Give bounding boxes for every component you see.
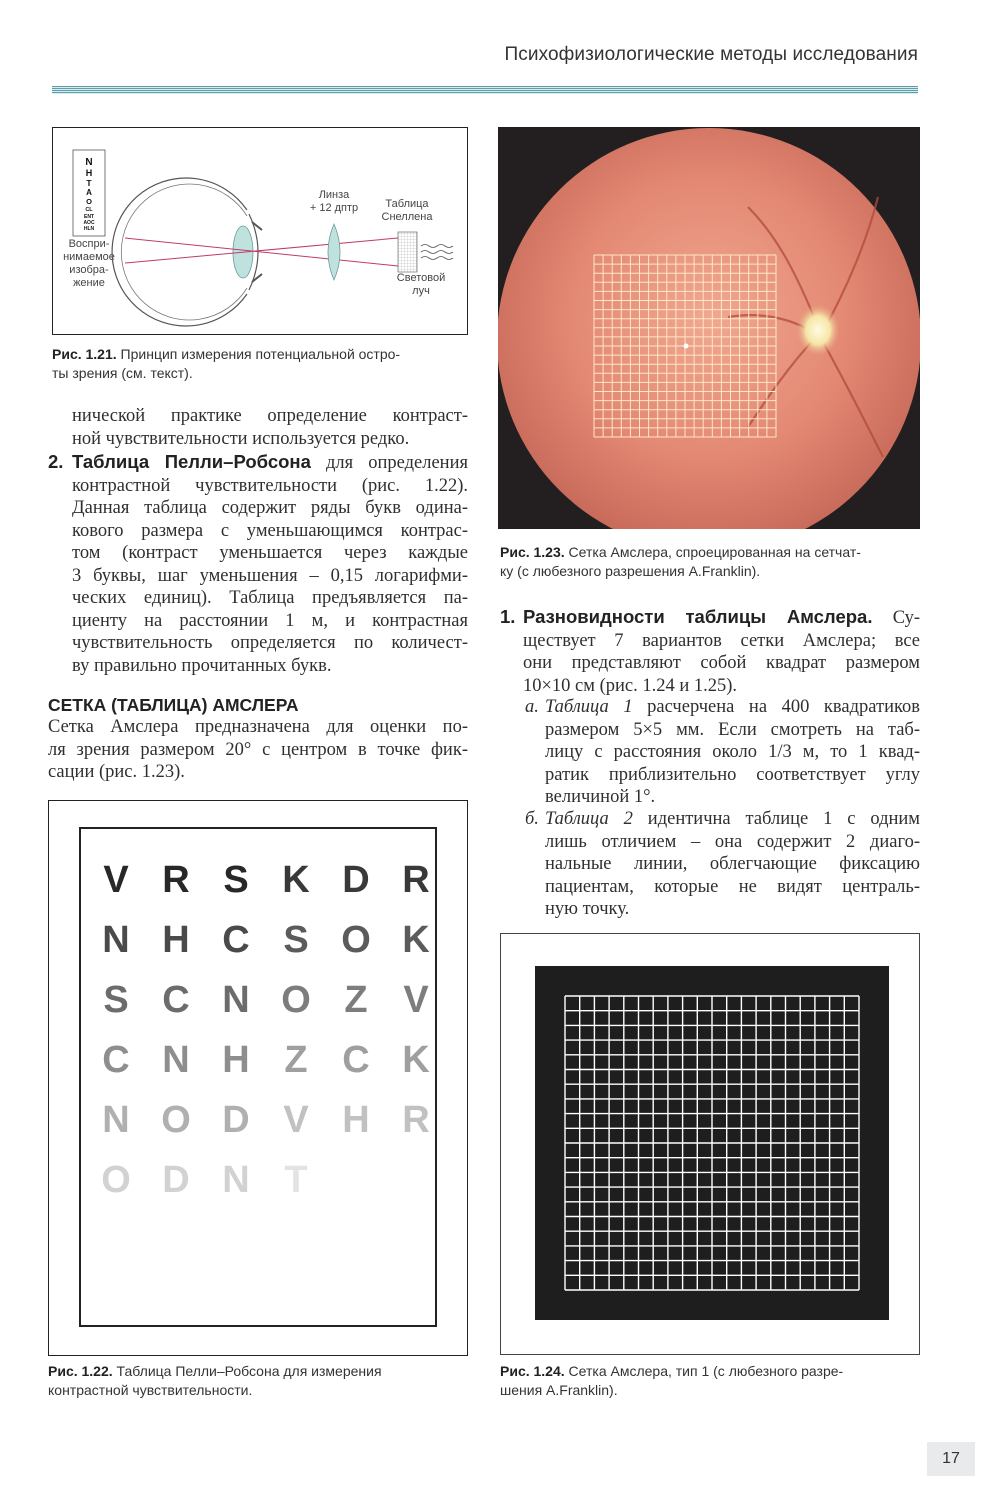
chart-letter: V: [283, 1099, 309, 1141]
text-line: чувствительность определяется по количест-: [72, 633, 468, 653]
caption-number: Рис. 1.21.: [52, 346, 117, 362]
chart-letter: C: [102, 1039, 130, 1081]
caption-number: Рис. 1.23.: [500, 544, 565, 560]
text-line: ческих единиц). Таблица предъявляется па-: [72, 588, 468, 608]
sub-item-label: а.: [525, 697, 539, 717]
text-line: том (контраст уменьшается через каждые: [72, 543, 468, 563]
chart-letter: H: [162, 919, 190, 961]
caption-text: шения A.Franklin).: [500, 1382, 618, 1398]
text-line: сации (рис. 1.23).: [48, 762, 185, 782]
figure-1-22-caption: [48, 1362, 468, 1400]
text-line: ществует 7 вариантов сетки Амслера; все: [523, 630, 920, 651]
text-line: лишь отличием – она содержит 2 диаго-: [545, 831, 920, 852]
perceived-label: Воспри-: [68, 238, 110, 250]
perceived-label: нимаемое: [63, 251, 115, 263]
figure-1-21-caption: [52, 345, 468, 383]
lens-label: Линза: [318, 189, 350, 201]
figure-1-23: [498, 127, 920, 529]
text-line: лицу с расстояния около 1/3 м, то 1 квад-: [545, 742, 920, 762]
chart-letter: D: [162, 1159, 190, 1201]
chart-letter: C: [342, 1039, 370, 1081]
amsler-grid-card: [535, 966, 889, 1320]
perceived-label: жение: [73, 277, 105, 289]
text-span: расчерчена на 400 квадратиков: [632, 697, 921, 717]
chart-letter: C: [222, 919, 250, 961]
chart-letter: O: [101, 1159, 131, 1201]
text-line: нальные линии, облегчающие фиксацию: [545, 854, 920, 874]
chart-letter: C: [162, 979, 190, 1021]
chart-letter: D: [222, 1099, 250, 1141]
text-line: контрастной чувствительности (рис. 1.22).: [72, 475, 468, 496]
chart-letter: V: [403, 979, 429, 1021]
caption-number: Рис. 1.22.: [48, 1363, 113, 1379]
caption-text: Таблица Пелли–Робсона для измерения: [116, 1363, 382, 1379]
term-bold: Разновидности таблицы Амслера.: [523, 606, 873, 627]
chart-letter: V: [103, 859, 129, 901]
term-italic: Таблица 1: [545, 697, 633, 717]
fixation-point: [684, 344, 689, 349]
text-span: для определения: [310, 453, 468, 473]
caption-text: ку (с любезного разрешения A.Franklin).: [500, 563, 761, 579]
chart-letter: S: [103, 979, 129, 1021]
chart-letter: N: [85, 157, 93, 168]
text-span: идентична таблице 1 с одним: [632, 809, 920, 829]
running-header: Психофизиологические методы исследования: [504, 44, 918, 65]
page-number: 17: [927, 1442, 975, 1476]
chart-letter: O: [341, 919, 371, 961]
text-line: циенту на расстоянии 1 м, и контрастная: [72, 610, 468, 631]
caption-text: Сетка Амслера, тип 1 (с любезного разре-: [568, 1363, 844, 1379]
snellen-slide: [398, 232, 417, 272]
text-span: Су-: [872, 608, 920, 628]
text-line: ную точку.: [545, 899, 630, 919]
chart-letter: H: [222, 1039, 250, 1081]
caption-text: Сетка Амслера, спроецированная на сетчат-: [568, 544, 861, 560]
amsler-grid-type-1: [535, 966, 889, 1320]
beam-label: Световой: [396, 272, 446, 284]
text-line: Сетка Амслера предназначена для оценки по-: [48, 717, 468, 737]
figure-1-22: [48, 800, 468, 1356]
chart-letter: K: [402, 919, 430, 961]
chart-letter: CL: [85, 207, 93, 213]
text-line: 3 буквы, шаг уменьшения – 0,15 логарифми-: [72, 565, 468, 586]
chart-letter: O: [281, 979, 311, 1021]
text-line: они представляют собой квадрат размером: [523, 653, 920, 673]
chart-letter: N: [222, 1159, 250, 1201]
text-line: 10×10 см (рис. 1.24 и 1.25).: [523, 675, 738, 696]
figure-1-24: [500, 933, 920, 1355]
chart-letter: R: [162, 859, 190, 901]
chart-letter: N: [102, 919, 130, 961]
section-heading: СЕТКА (ТАБЛИЦА) АМСЛЕРА: [48, 695, 299, 715]
caption-text: Принцип измерения потенциальной остро-: [120, 346, 401, 362]
caption-text: контрастной чувствительности.: [48, 1382, 253, 1398]
chart-letter: HLN: [83, 226, 95, 232]
text-line: размером 5×5 мм. Если смотреть на таб-: [545, 719, 920, 740]
optic-disc: [796, 304, 840, 356]
figure-1-24-caption: [500, 1362, 920, 1400]
caption-text: ты зрения (см. текст).: [52, 365, 193, 381]
chart-letter: R: [402, 1099, 430, 1141]
chart-letter: T: [86, 178, 92, 188]
left-paragraph-continued: [72, 405, 468, 450]
chart-letter: N: [222, 979, 250, 1021]
sub-item-b: [525, 808, 920, 921]
perceived-label: изобра-: [69, 264, 109, 276]
chart-letter: H: [85, 168, 93, 178]
chart-letter: K: [402, 1039, 430, 1081]
chart-letter: R: [402, 859, 430, 901]
sub-item-a: [525, 696, 921, 809]
figure-1-21: [52, 127, 468, 335]
text-line: кового размера с уменьшающимся контрас-: [72, 520, 468, 541]
list-number: 2.: [48, 451, 64, 472]
chart-letter: Z: [344, 979, 368, 1021]
figure-1-23-caption: [500, 543, 920, 581]
term-bold: Таблица Пелли–Робсона: [72, 451, 311, 472]
chart-letter: K: [282, 859, 310, 901]
lens-12-dptr: [328, 224, 340, 280]
text-line: Данная таблица содержит ряды букв одина-: [72, 498, 468, 518]
text-line: ву правильно прочитанных букв.: [72, 655, 332, 676]
list-item-amsler-variants: [500, 606, 920, 697]
header-rule: [52, 86, 918, 94]
chart-letter: D: [342, 859, 370, 901]
list-item-pelli-robson: [48, 451, 468, 677]
chart-letter: S: [223, 859, 249, 901]
light-beam-waves: [421, 245, 453, 260]
lens-label: + 12 дптр: [309, 202, 359, 214]
pelli-robson-chart: [79, 827, 437, 1327]
chart-letter: S: [283, 919, 309, 961]
amsler-intro-paragraph: [48, 716, 468, 784]
text-line: ратик приблизительно соответствует углу: [545, 764, 920, 785]
chart-letter: A: [86, 188, 92, 197]
text-line: нической практике определение контраст-: [72, 406, 468, 426]
beam-label: луч: [412, 285, 430, 297]
chart-letter: AOC: [83, 220, 95, 226]
chart-letter: O: [161, 1099, 191, 1141]
chart-letter: T: [284, 1159, 308, 1201]
snellen-label: Таблица: [385, 198, 429, 210]
chart-letter: Z: [284, 1039, 308, 1081]
text-line: пациентам, которые не видят централь-: [545, 876, 920, 897]
retina-amsler-photo: [498, 127, 920, 529]
chart-letter: N: [162, 1039, 190, 1081]
caption-number: Рис. 1.24.: [500, 1363, 565, 1379]
sub-item-label: б.: [525, 809, 539, 829]
term-italic: Таблица 2: [545, 809, 633, 829]
text-line: ля зрения размером 20° с центром в точке фик-: [48, 739, 468, 760]
chart-letter: O: [86, 197, 92, 206]
chart-letter: ENT: [84, 214, 94, 220]
text-line: ной чувствительности используется редко.: [72, 428, 410, 449]
text-line: величиной 1°.: [545, 787, 656, 807]
fundus: [498, 128, 920, 529]
light-rays: [125, 238, 398, 266]
list-number: 1.: [500, 606, 516, 627]
snellen-label: Снеллена: [381, 211, 433, 223]
potential-acuity-diagram: [53, 128, 466, 333]
chart-letter: H: [342, 1099, 370, 1141]
chart-letter: N: [102, 1099, 130, 1141]
